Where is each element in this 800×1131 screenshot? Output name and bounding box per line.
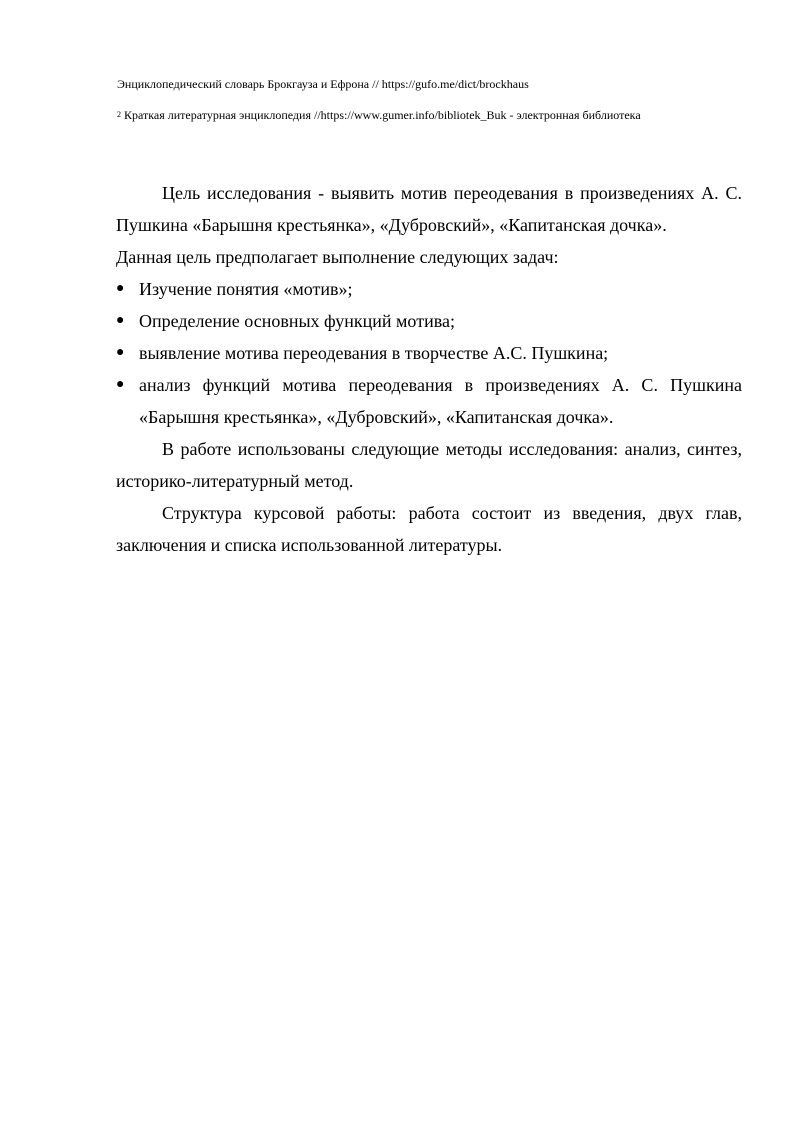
list-item-text: выявление мотива переодевания в творчестве А.С. Пушкина; bbox=[139, 343, 609, 363]
tasks-list bbox=[116, 273, 742, 433]
footnote-2 bbox=[117, 108, 743, 123]
intro-paragraph: Цель исследования - выявить мотив переодевания в произведениях А. С. Пушкина «Барышня крестьянка», «Дубровский», «Капитанская дочка». bbox=[116, 183, 742, 235]
footnote-2-text: Краткая литературная энциклопедия //https://www.gumer.info/bibliotek_Buk - электронная библиотека bbox=[124, 108, 641, 122]
list-item bbox=[116, 305, 742, 337]
bullet-icon: ● bbox=[116, 313, 125, 328]
bullet-icon: ● bbox=[116, 345, 125, 360]
list-item bbox=[116, 369, 742, 433]
structure-paragraph: Структура курсовой работы: работа состоит из введения, двух глав, заключения и списка использованной литературы. bbox=[116, 503, 742, 555]
list-item-text: Изучение понятия «мотив»; bbox=[139, 279, 353, 299]
body-text bbox=[116, 177, 742, 561]
footnote-2-mark: 2 bbox=[117, 110, 121, 119]
tasks-lead-paragraph: Данная цель предполагает выполнение следующих задач: bbox=[116, 247, 559, 267]
list-item bbox=[116, 337, 742, 369]
list-item-text: анализ функций мотива переодевания в произведениях А. С. Пушкина «Барышня крестьянка», «Дубровский», «Капитанская дочка». bbox=[139, 375, 742, 427]
bullet-icon: ● bbox=[116, 377, 125, 392]
list-item-text: Определение основных функций мотива; bbox=[139, 311, 455, 331]
bullet-icon: ● bbox=[116, 281, 125, 296]
methods-paragraph: В работе использованы следующие методы исследования: анализ, синтез, историко-литературный метод. bbox=[116, 439, 742, 491]
footnote-1-text: Энциклопедический словарь Брокгауза и Ефрона // https://gufo.me/dict/brockhaus bbox=[117, 77, 529, 91]
footnote-1 bbox=[117, 77, 743, 92]
list-item bbox=[116, 273, 742, 305]
